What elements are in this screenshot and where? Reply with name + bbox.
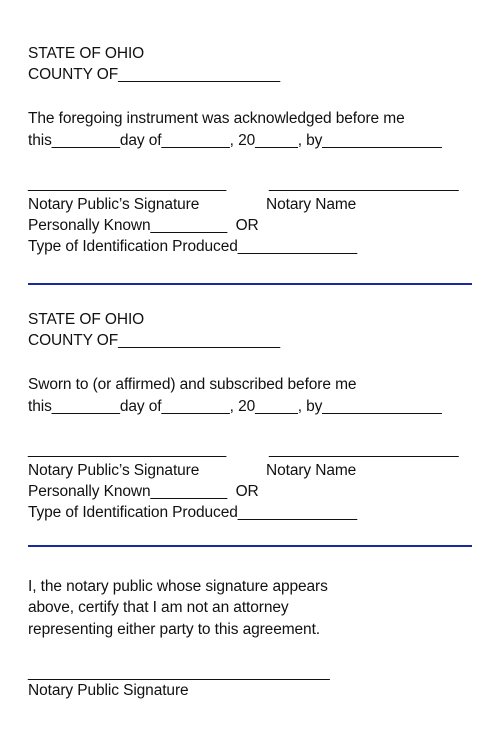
state-heading: STATE OF OHIO (28, 311, 145, 328)
county-line[interactable]: COUNTY OF___________________ (28, 332, 280, 349)
acknowledgment-text: The foregoing instrument was acknowledged before me (28, 110, 405, 127)
certification-text-line-2: above, certify that I am not an attorney (28, 599, 289, 616)
date-and-name-line[interactable]: this________day of________, 20_____, by______________ (28, 132, 442, 149)
notary-signature-blank[interactable]: _______________________ (28, 175, 227, 192)
notary-name-label: Notary Name (266, 196, 357, 213)
personally-known-line[interactable]: Personally Known_________ OR (28, 217, 259, 234)
personally-known-line[interactable]: Personally Known_________ OR (28, 483, 259, 500)
notary-public-signature-blank[interactable]: ___________________________________ (28, 664, 330, 681)
notary-signature-blank[interactable]: _______________________ (28, 441, 227, 458)
date-and-name-line[interactable]: this________day of________, 20_____, by______________ (28, 398, 442, 415)
state-heading: STATE OF OHIO (28, 45, 145, 62)
jurat-text: Sworn to (or affirmed) and subscribed before me (28, 376, 357, 393)
identification-type-line[interactable]: Type of Identification Produced______________ (28, 238, 358, 255)
certification-text-line-1: I, the notary public whose signature appears (28, 578, 328, 595)
notary-name-blank[interactable]: ______________________ (269, 441, 459, 458)
notary-signature-label: Notary Public’s Signature (28, 462, 200, 479)
notary-name-label: Notary Name (266, 462, 357, 479)
identification-type-line[interactable]: Type of Identification Produced______________ (28, 504, 358, 521)
notary-name-blank[interactable]: ______________________ (269, 175, 459, 192)
section-divider (28, 283, 472, 285)
county-line[interactable]: COUNTY OF___________________ (28, 66, 280, 83)
certification-text-line-3: representing either party to this agreement. (28, 621, 320, 638)
section-divider (28, 545, 472, 547)
notary-signature-label: Notary Public’s Signature (28, 196, 200, 213)
notary-public-signature-label: Notary Public Signature (28, 682, 189, 699)
